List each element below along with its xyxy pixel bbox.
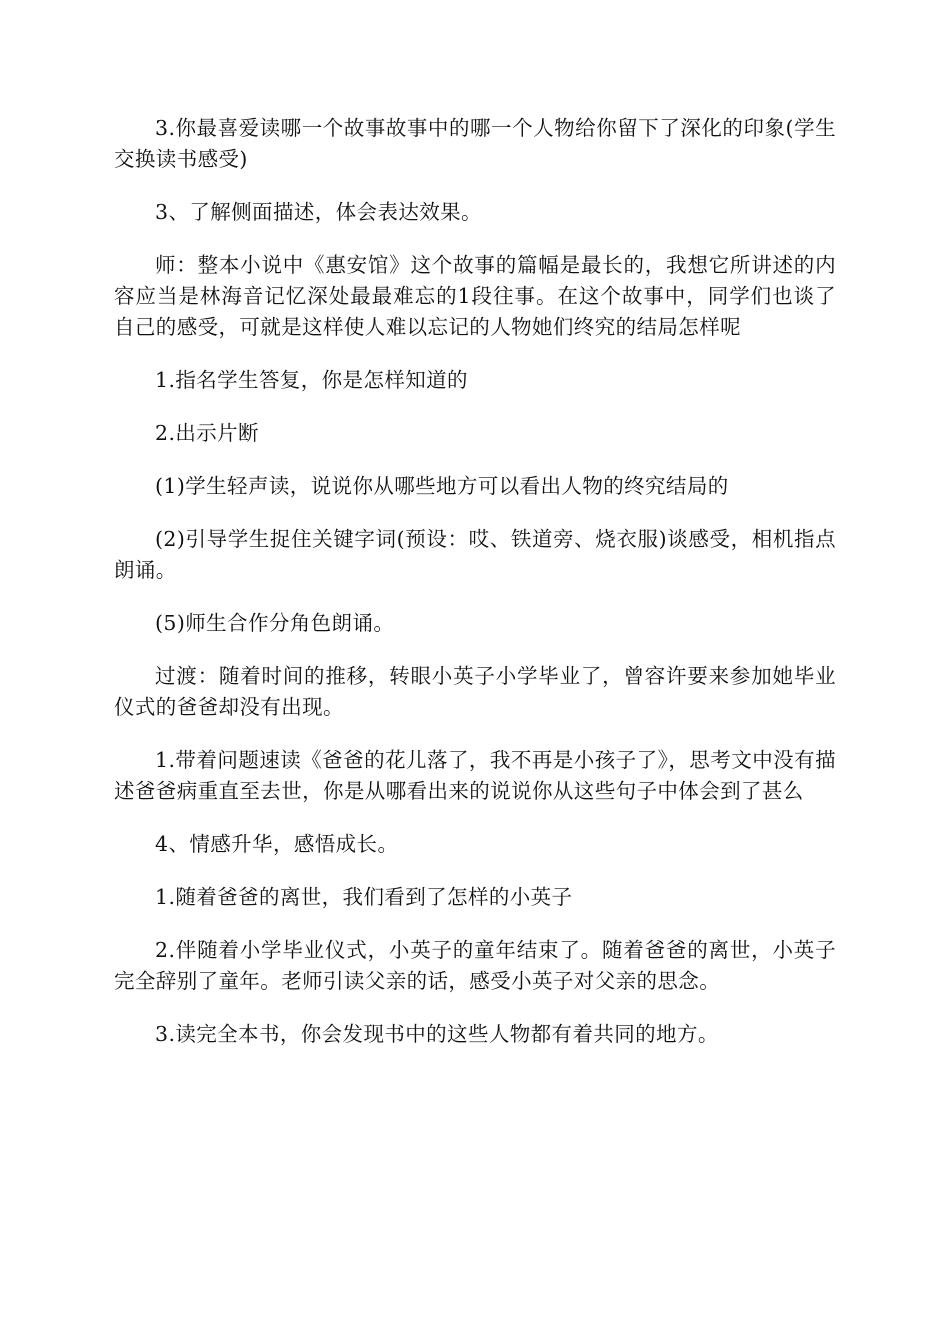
paragraph-teacher-huian-guan: 师：整本小说中《惠安馆》这个故事的篇幅是最长的，我想它所讲述的内容应当是林海音记忆深处最最难忘的1段往事。在这个故事中，同学们也谈了自己的感受，可就是这样使人难以忘记的人物她们终究的结局怎样呢 <box>114 253 836 339</box>
paragraph-question-favorite-story: 3.你最喜爱读哪一个故事故事中的哪一个人物给你留下了深化的印象(学生交换读书感受) <box>114 116 836 171</box>
paragraph-transition: 过渡：随着时间的推移，转眼小英子小学毕业了，曾容许要来参加她毕业仪式的爸爸却没有出现。 <box>114 664 836 719</box>
paragraph-step-common-ground: 3.读完全本书，你会发现书中的这些人物都有着共同的地方。 <box>155 1022 719 1046</box>
section-heading-side-description: 3、了解侧面描述，体会表达效果。 <box>155 200 482 224</box>
paragraph-step-show-excerpt: 2.出示片断 <box>155 421 259 445</box>
paragraph-step-student-answer: 1.指名学生答复，你是怎样知道的 <box>155 368 468 392</box>
section-heading-emotion: 4、情感升华，感悟成长。 <box>155 832 399 856</box>
paragraph-step-speed-read: 1.带着问题速读《爸爸的花儿落了，我不再是小孩子了》，思考文中没有描述爸爸病重直至去世，你是从哪看出来的说说你从这些句子中体会到了甚么 <box>114 748 836 803</box>
paragraph-step-graduation: 2.伴随着小学毕业仪式，小英子的童年结束了。随着爸爸的离世，小英子完全辞别了童年。老师引读父亲的话，感受小英子对父亲的思念。 <box>114 938 836 993</box>
paragraph-substep-key-words: (2)引导学生捉住关键字词(预设：哎、铁道旁、烧衣服)谈感受，相机指点朗诵。 <box>114 527 836 582</box>
paragraph-substep-read-quietly: (1)学生轻声读，说说你从哪些地方可以看出人物的终究结局的 <box>155 474 729 498</box>
paragraph-step-father-passing: 1.随着爸爸的离世，我们看到了怎样的小英子 <box>155 885 573 909</box>
document-body <box>114 113 836 1072</box>
paragraph-substep-role-reading: (5)师生合作分角色朗诵。 <box>155 611 395 635</box>
